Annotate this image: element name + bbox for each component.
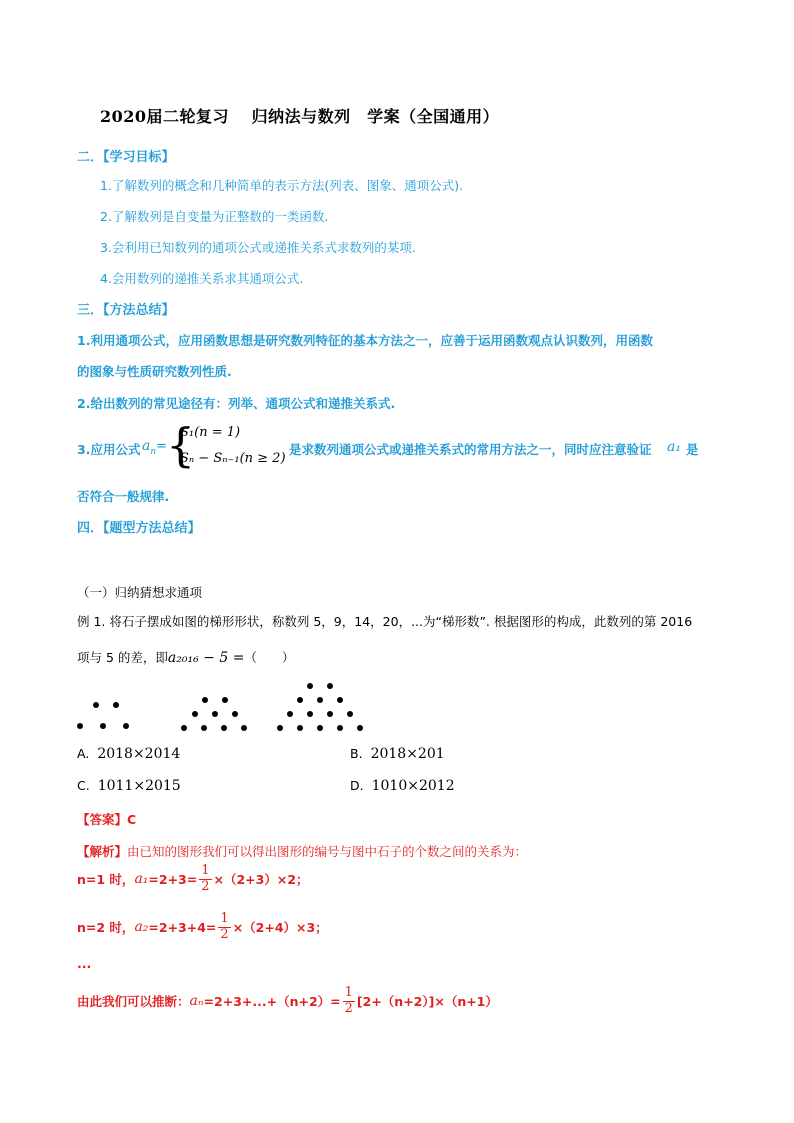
stone xyxy=(192,711,198,717)
goal-item: 4.会用数列的递推关系求其通项公式. xyxy=(100,271,304,286)
option-c: C. 1011×2015 xyxy=(77,778,181,794)
stone xyxy=(317,725,323,731)
answer: 【答案】C xyxy=(77,812,137,827)
stone xyxy=(113,702,119,708)
goal-item: 1.了解数列的概念和几种简单的表示方法(列表、图象、通项公式). xyxy=(100,178,464,193)
method-2: 2.给出数列的常见途径有：列举、通项公式和递推关系式. xyxy=(77,396,396,411)
types-header: 四．【题型方法总结】 xyxy=(77,521,201,536)
piecewise-case-1: S₁(n = 1) xyxy=(180,425,241,440)
option-d: D. 1010×2012 xyxy=(350,778,455,794)
stone xyxy=(297,725,303,731)
stone xyxy=(123,723,129,729)
method-3-a1: a₁ xyxy=(667,439,681,455)
stone xyxy=(307,683,313,689)
stone xyxy=(357,725,363,731)
fraction-half: $\frac{1}{2}$ xyxy=(201,863,210,894)
goals-header: 二．【学习目标】 xyxy=(77,150,175,165)
example-line-2: 项与 5 的差，即a₂₀₁₆ − 5 =（ ） xyxy=(77,650,295,666)
method-3-prefix: 3.应用公式 xyxy=(77,442,141,457)
stone xyxy=(327,683,333,689)
stone xyxy=(202,697,208,703)
stone xyxy=(181,725,187,731)
stone xyxy=(93,702,99,708)
stone xyxy=(287,711,293,717)
stone xyxy=(337,697,343,703)
stone xyxy=(297,697,303,703)
goal-item: 3.会利用已知数列的通项公式或递推关系式求数列的某项. xyxy=(100,240,416,255)
analysis-n2: n=2 时， a₂ =2+3+4= $\frac{1}{2}$ ×（2+4）×3； xyxy=(77,911,328,942)
stone xyxy=(222,697,228,703)
method-1-line-1: 1.利用通项公式，应用函数思想是研究数列特征的基本方法之一，应善于运用函数观点认识数列，用函数 xyxy=(77,333,653,348)
methods-header: 三．【方法总结】 xyxy=(77,303,175,318)
fraction-half: $\frac{1}{2}$ xyxy=(220,911,229,942)
option-b: B. 2018×201 xyxy=(350,746,445,762)
fraction-half: $\frac{1}{2}$ xyxy=(344,985,353,1016)
example-line-1: 例 1. 将石子摆成如图的梯形形状，称数列 5，9，14，20，...为“梯形数”. 根据图形的构成，此数列的第 2016 xyxy=(77,614,693,629)
stone xyxy=(307,711,313,717)
stone xyxy=(277,725,283,731)
analysis-ellipsis: ... xyxy=(77,956,92,971)
stone xyxy=(212,711,218,717)
piecewise-case-2: Sₙ − Sₙ₋₁(n ≥ 2) xyxy=(180,451,286,466)
stone xyxy=(347,711,353,717)
analysis-n1: n=1 时， a₁ =2+3= $\frac{1}{2}$ ×（2+3）×2； xyxy=(77,863,309,894)
stone xyxy=(241,725,247,731)
stone xyxy=(77,723,83,729)
analysis-general: 由此我们可以推断： aₙ =2+3+...+（n+2）= $\frac{1}{2}$ [2+（n+2）]×（n+1） xyxy=(77,985,498,1016)
piecewise-brace: { xyxy=(166,418,196,472)
stone xyxy=(337,725,343,731)
analysis-intro: 【解析】由已知的图形我们可以得出图形的编号与图中石子的个数之间的关系为： xyxy=(77,844,528,859)
method-1-line-2: 的图象与性质研究数列性质. xyxy=(77,364,232,379)
method-3-line-2: 否符合一般规律. xyxy=(77,489,170,504)
stone xyxy=(100,723,106,729)
stone xyxy=(201,725,207,731)
stone xyxy=(317,697,323,703)
method-3-suffix-2: 是 xyxy=(686,442,699,457)
option-a: A. 2018×2014 xyxy=(77,746,181,762)
method-3-suffix: 是求数列通项公式或递推关系式的常用方法之一，同时应注意验证 xyxy=(289,442,652,457)
stone xyxy=(327,711,333,717)
page-title: 2020届二轮复习 归纳法与数列 学案（全国通用） xyxy=(100,107,500,126)
stone xyxy=(221,725,227,731)
method-3-an: $a_n=$ xyxy=(142,438,168,457)
goal-item: 2.了解数列是自变量为正整数的一类函数. xyxy=(100,209,329,224)
stone xyxy=(232,711,238,717)
example-subheading: （一）归纳猜想求通项 xyxy=(77,585,203,600)
